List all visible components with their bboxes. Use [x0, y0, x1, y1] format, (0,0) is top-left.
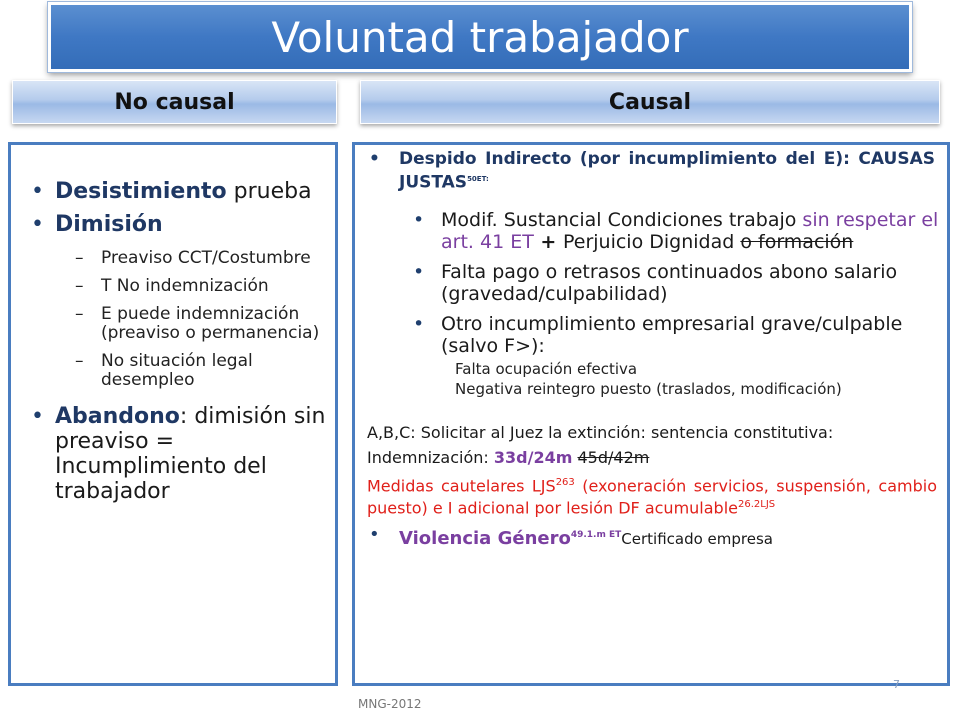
causal-panel — [352, 142, 950, 686]
modif-strike: o formación — [740, 230, 854, 253]
violencia-label: Violencia Género — [399, 528, 571, 550]
violencia-rest: Certificado empresa — [621, 530, 773, 549]
abandono-rest: : dimisión sin preaviso = Incumplimiento del trabajador — [55, 404, 326, 504]
indemnizacion-value: 33d/24m — [493, 447, 573, 467]
medidas-sup-ljs: 26.2LJS — [737, 498, 776, 510]
no-causal-list — [11, 179, 335, 237]
list-item-desistimiento — [11, 179, 335, 204]
medidas-sup-263: 263 — [555, 476, 575, 488]
list-item-modif — [355, 209, 947, 253]
title-banner — [48, 2, 912, 72]
modif-perjuicio: Perjuicio Dignidad — [562, 230, 741, 253]
sub-item: – No situación legal desempleo — [11, 352, 335, 390]
modif-plus: + — [533, 230, 563, 253]
sub-item: – T No indemnización — [11, 277, 335, 296]
otro-sub-item: Negativa reintegro puesto (traslados, modificación) — [455, 379, 842, 398]
otro-sub-item: Falta ocupación efectiva — [455, 359, 638, 378]
despido-indirecto — [355, 149, 947, 193]
despido-text: Despido Indirecto (por incumplimiento del E): CAUSAS JUSTAS — [399, 149, 935, 193]
page-title: Voluntad trabajador — [271, 12, 689, 62]
medidas-cautelares — [355, 473, 947, 518]
desistimiento-rest: prueba — [226, 179, 312, 204]
indemnizacion-label: Indemnización: — [367, 447, 494, 467]
list-item-falta-pago: • Falta pago o retrasos continuados abono salario (gravedad/culpabilidad) — [355, 261, 947, 305]
header-causal — [360, 80, 940, 124]
violencia-genero — [355, 525, 947, 549]
page-number: 7 — [893, 678, 900, 691]
dimision-label: Dimisión — [55, 212, 163, 237]
medidas-text: Medidas cautelares LJS — [367, 475, 556, 495]
violencia-sup: 49.1.m ET — [570, 530, 622, 541]
header-no-causal — [12, 80, 337, 124]
modif-purple: sin respetar el art. 41 ET — [441, 208, 939, 253]
indemnizacion-line — [355, 448, 947, 468]
modif-text: Modif. Sustancial Condiciones trabajo — [441, 208, 803, 231]
abc-line: A,B,C: Solicitar al Juez la extinción: sentencia constitutiva: — [367, 422, 834, 442]
abandono-label: Abandono — [55, 404, 180, 429]
abandono-list — [11, 404, 335, 504]
dimision-sublist — [11, 249, 335, 390]
indemnizacion-strike: 45d/42m — [577, 447, 650, 467]
no-causal-panel — [8, 142, 338, 686]
desistimiento-label: Desistimiento — [55, 179, 227, 204]
sub-item: – Preaviso CCT/Costumbre — [11, 249, 335, 268]
header-causal-label: Causal — [608, 89, 692, 115]
list-item-abandono — [11, 404, 335, 504]
medidas-text-2: (exoneración servicios, suspensión, cambio puesto) e I adicional por lesión DF acumulable — [367, 475, 937, 518]
header-no-causal-label: No causal — [114, 89, 235, 115]
despido-sup: 50ET: — [467, 175, 489, 183]
list-item-otro: • Otro incumplimiento empresarial grave/culpable (salvo F>): — [355, 313, 947, 357]
list-item-dimision — [11, 212, 335, 237]
sub-item: – E puede indemnización (preaviso o permanencia) — [11, 305, 335, 343]
footer-text: MNG-2012 — [358, 697, 422, 711]
causas-list — [355, 209, 947, 357]
